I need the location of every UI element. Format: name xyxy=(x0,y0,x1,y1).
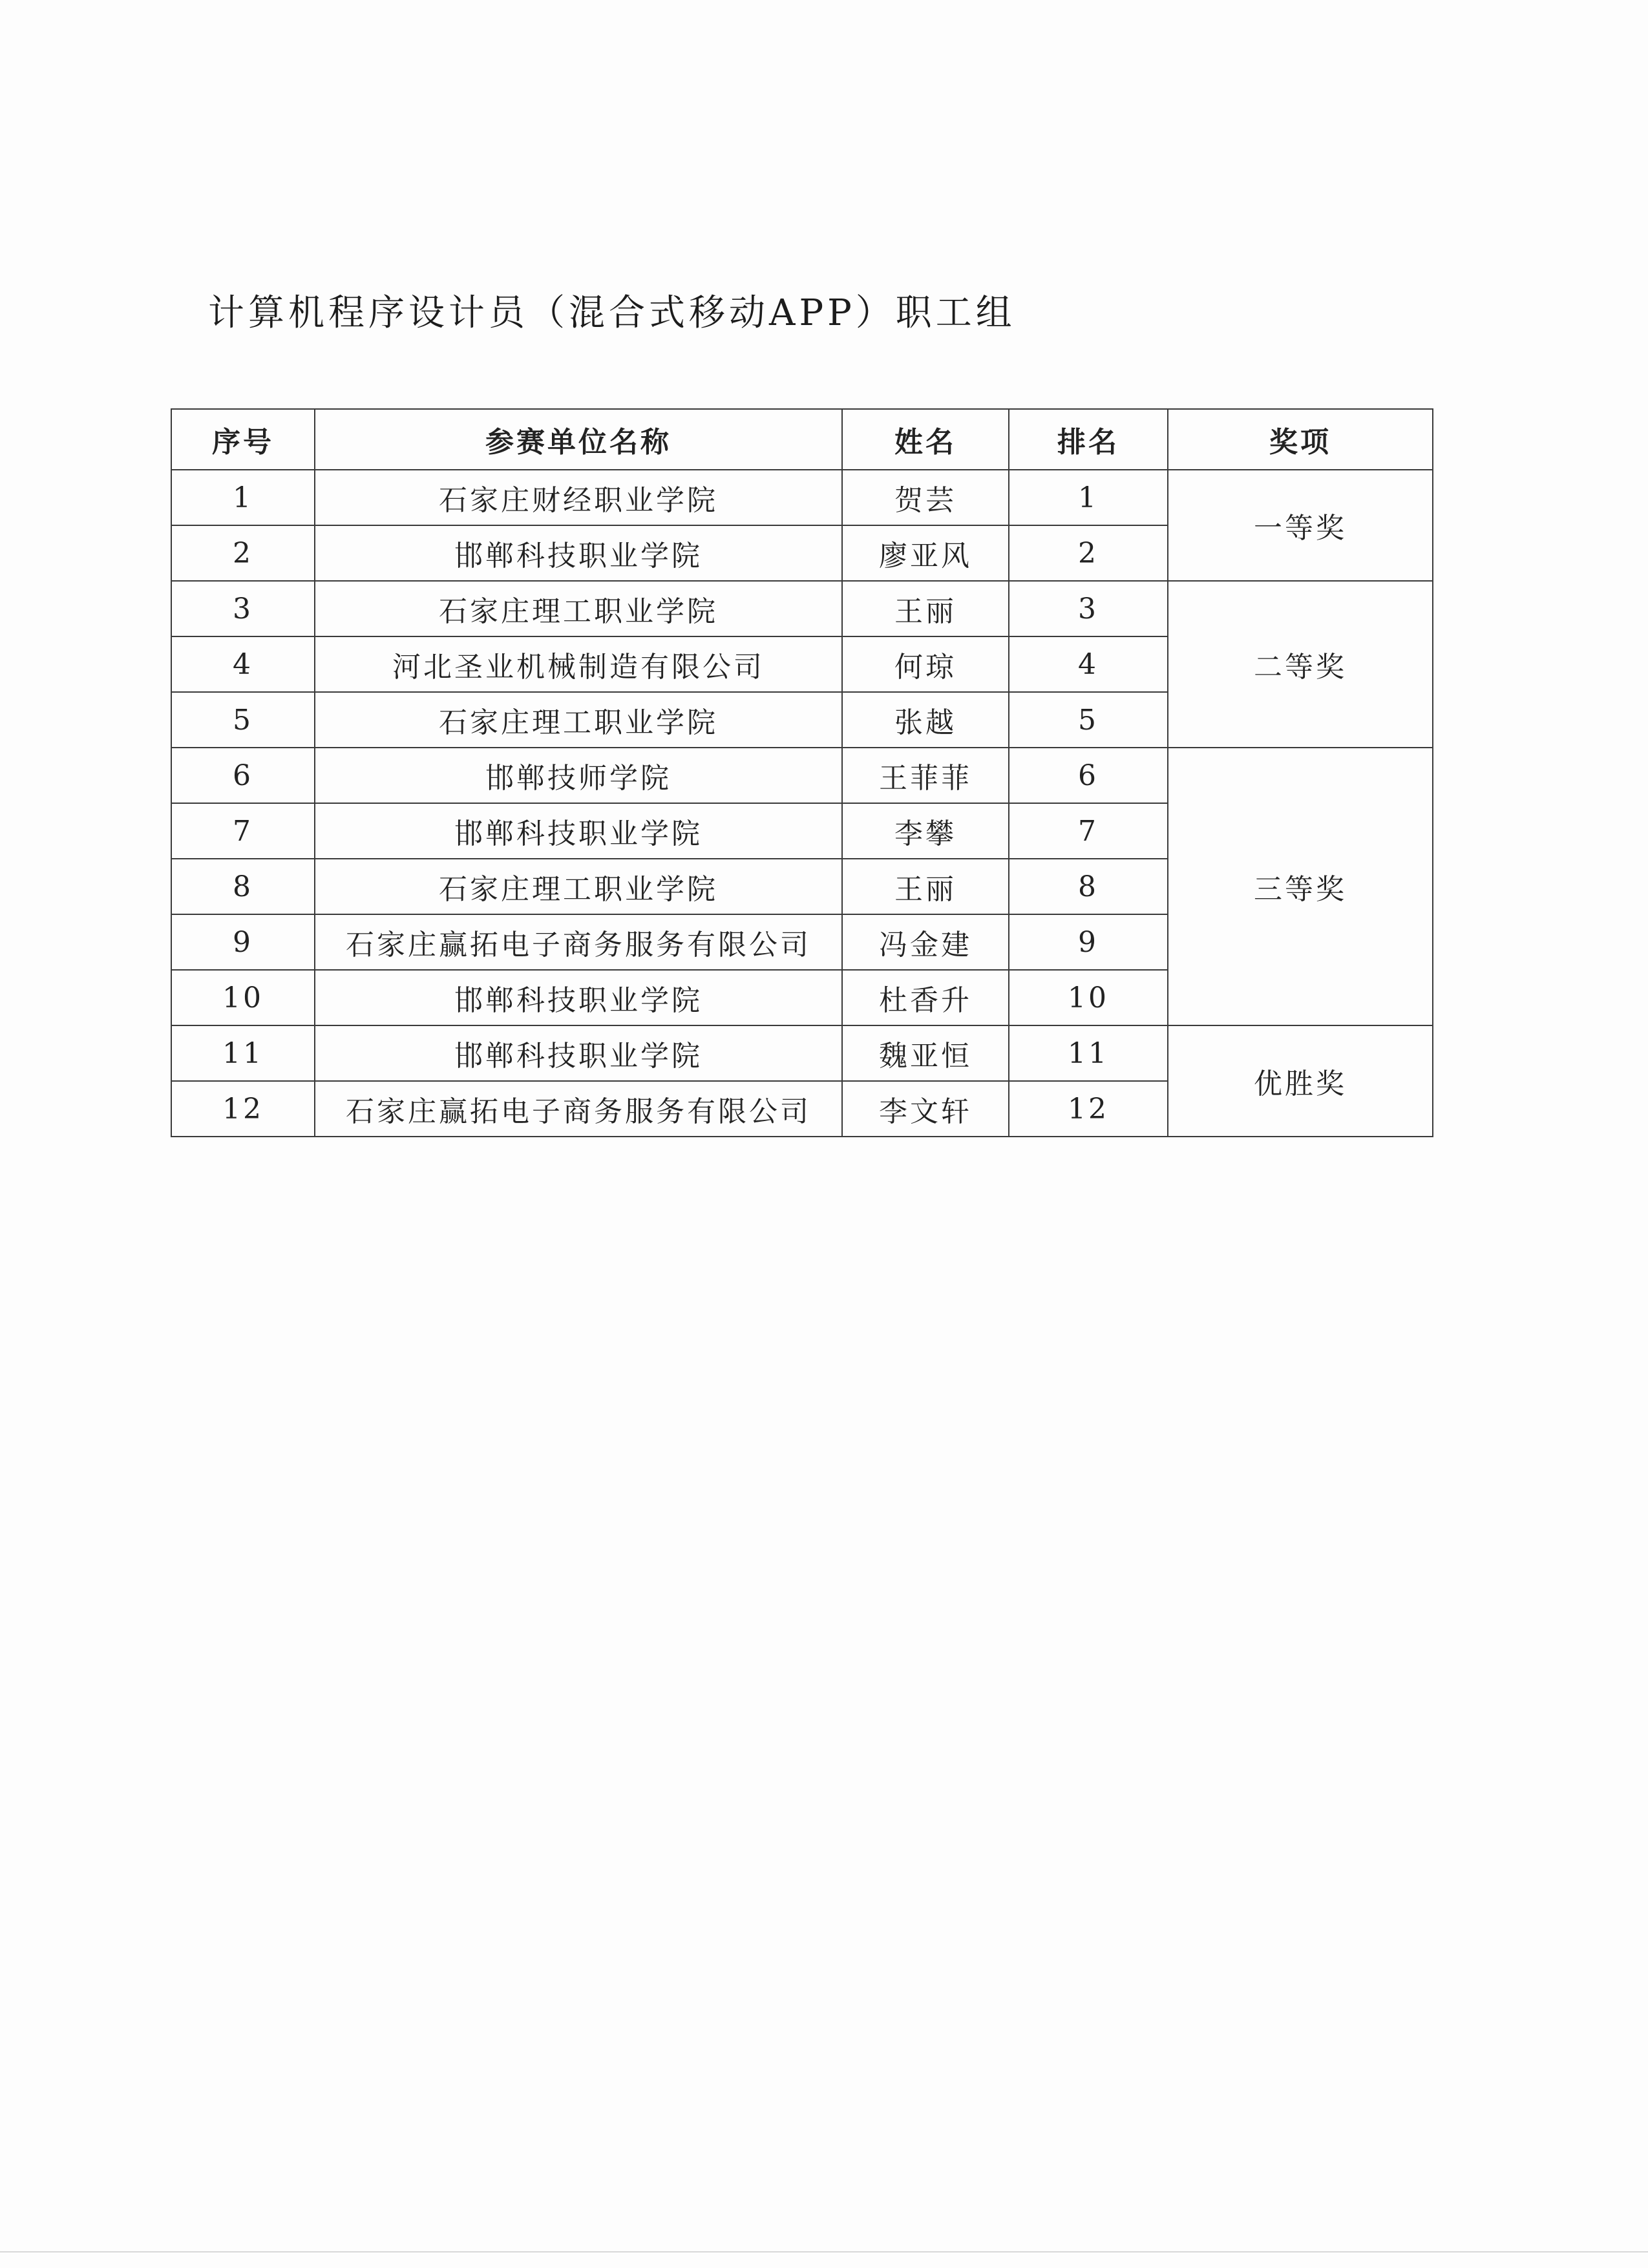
cell-name: 王菲菲 xyxy=(842,748,1009,803)
cell-rank: 11 xyxy=(1009,1025,1168,1081)
cell-rank: 9 xyxy=(1009,914,1168,970)
cell-award: 一等奖 xyxy=(1168,470,1433,581)
header-seq: 序号 xyxy=(171,409,315,470)
cell-seq: 8 xyxy=(171,859,315,914)
cell-seq: 11 xyxy=(171,1025,315,1081)
cell-name: 杜香升 xyxy=(842,970,1009,1025)
cell-rank: 6 xyxy=(1009,748,1168,803)
cell-seq: 1 xyxy=(171,470,315,525)
cell-seq: 3 xyxy=(171,581,315,636)
cell-unit: 邯郸技师学院 xyxy=(315,748,842,803)
cell-unit: 邯郸科技职业学院 xyxy=(315,1025,842,1081)
cell-unit: 邯郸科技职业学院 xyxy=(315,803,842,859)
cell-seq: 12 xyxy=(171,1081,315,1137)
table-row xyxy=(171,748,1433,803)
table-header-row xyxy=(171,409,1433,470)
cell-seq: 5 xyxy=(171,692,315,748)
cell-rank: 7 xyxy=(1009,803,1168,859)
cell-rank: 4 xyxy=(1009,636,1168,692)
cell-name: 何琼 xyxy=(842,636,1009,692)
cell-unit: 石家庄赢拓电子商务服务有限公司 xyxy=(315,1081,842,1137)
table-row xyxy=(171,470,1433,525)
cell-rank: 10 xyxy=(1009,970,1168,1025)
document-title: 计算机程序设计员（混合式移动APP）职工组 xyxy=(208,292,1016,334)
cell-unit: 石家庄财经职业学院 xyxy=(315,470,842,525)
cell-seq: 6 xyxy=(171,748,315,803)
header-unit: 参赛单位名称 xyxy=(315,409,842,470)
header-name: 姓名 xyxy=(842,409,1009,470)
cell-name: 魏亚恒 xyxy=(842,1025,1009,1081)
cell-name: 廖亚风 xyxy=(842,525,1009,581)
cell-rank: 3 xyxy=(1009,581,1168,636)
cell-award: 三等奖 xyxy=(1168,748,1433,1025)
cell-name: 冯金建 xyxy=(842,914,1009,970)
cell-unit: 邯郸科技职业学院 xyxy=(315,525,842,581)
cell-rank: 8 xyxy=(1009,859,1168,914)
header-award: 奖项 xyxy=(1168,409,1433,470)
cell-seq: 7 xyxy=(171,803,315,859)
cell-award: 二等奖 xyxy=(1168,581,1433,748)
cell-name: 李攀 xyxy=(842,803,1009,859)
cell-unit: 石家庄理工职业学院 xyxy=(315,692,842,748)
cell-rank: 12 xyxy=(1009,1081,1168,1137)
header-rank: 排名 xyxy=(1009,409,1168,470)
scan-edge-line xyxy=(0,2251,1648,2252)
cell-name: 王丽 xyxy=(842,581,1009,636)
cell-name: 张越 xyxy=(842,692,1009,748)
cell-seq: 2 xyxy=(171,525,315,581)
cell-name: 贺芸 xyxy=(842,470,1009,525)
cell-unit: 邯郸科技职业学院 xyxy=(315,970,842,1025)
table-body xyxy=(171,470,1433,1137)
cell-unit: 石家庄理工职业学院 xyxy=(315,859,842,914)
cell-unit: 河北圣业机械制造有限公司 xyxy=(315,636,842,692)
cell-seq: 10 xyxy=(171,970,315,1025)
cell-unit: 石家庄赢拓电子商务服务有限公司 xyxy=(315,914,842,970)
cell-rank: 2 xyxy=(1009,525,1168,581)
cell-rank: 1 xyxy=(1009,470,1168,525)
cell-name: 李文轩 xyxy=(842,1081,1009,1137)
cell-rank: 5 xyxy=(1009,692,1168,748)
results-table xyxy=(171,408,1433,1137)
cell-award: 优胜奖 xyxy=(1168,1025,1433,1137)
cell-seq: 4 xyxy=(171,636,315,692)
cell-seq: 9 xyxy=(171,914,315,970)
table-row xyxy=(171,1025,1433,1081)
cell-name: 王丽 xyxy=(842,859,1009,914)
cell-unit: 石家庄理工职业学院 xyxy=(315,581,842,636)
table-row xyxy=(171,581,1433,636)
